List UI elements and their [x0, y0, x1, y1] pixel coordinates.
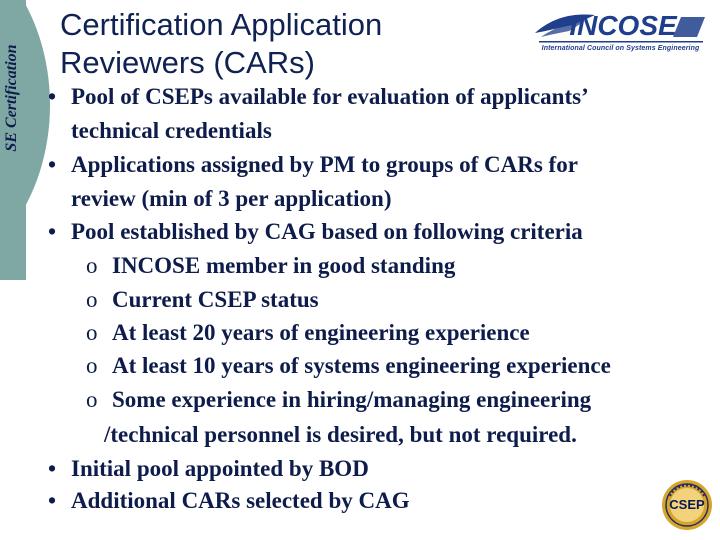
incose-logo-wordmark: INCOSE [569, 10, 677, 41]
bullet-marker: • [48, 488, 57, 513]
criteria-item [86, 283, 319, 317]
sub-bullet-marker: o [86, 287, 98, 312]
sub-bullet-marker: o [86, 387, 98, 412]
bullet-3-text: Pool established by CAG based on following criteria [71, 219, 583, 244]
criteria-text: At least 10 years of systems engineering experience [112, 353, 611, 378]
criteria-text: Current CSEP status [112, 287, 319, 312]
bullet-2-line-2: review (min of 3 per application) [71, 186, 392, 211]
bullet-4 [48, 452, 369, 486]
bullet-1-text: Pool of CSEPs available for evaluation of applicants’ [71, 84, 589, 109]
bullet-1-line-2: technical credentials [71, 118, 272, 143]
criteria-text: Some experience in hiring/managing engineering [112, 387, 592, 412]
csep-badge-label: CSEP [669, 497, 705, 512]
title-line-2: Reviewers (CARs) [60, 45, 315, 80]
criteria-item [86, 316, 530, 350]
bullet-1-line-1 [48, 80, 589, 114]
bullet-3-line-1 [48, 215, 583, 249]
bullet-2-line-1 [48, 148, 578, 182]
criteria-item [86, 249, 455, 283]
criteria-text: At least 20 years of engineering experience [112, 320, 530, 345]
bullet-marker: • [48, 219, 57, 244]
bullet-marker: • [48, 152, 57, 177]
bullet-marker: • [48, 456, 57, 481]
bullet-4-text: Initial pool appointed by BOD [71, 456, 369, 481]
sub-bullet-marker: o [86, 253, 98, 278]
bullet-marker: • [48, 84, 57, 109]
bullet-5 [48, 484, 410, 518]
title-line-1: Certification Application [60, 7, 383, 42]
criteria-item [86, 349, 611, 383]
side-label: SE Certification [3, 44, 20, 152]
bullet-5-text: Additional CARs selected by CAG [71, 488, 410, 513]
criteria-item [86, 383, 591, 417]
csep-badge [660, 478, 714, 532]
sub-bullet-marker: o [86, 320, 98, 345]
incose-logo-subtitle: International Council on Systems Engineering [541, 45, 700, 52]
bullet-2-text: Applications assigned by PM to groups of CARs for [71, 152, 578, 177]
criteria-item-continuation: /technical personnel is desired, but not required. [104, 422, 577, 447]
sub-bullet-marker: o [86, 353, 98, 378]
criteria-text: INCOSE member in good standing [112, 253, 456, 278]
